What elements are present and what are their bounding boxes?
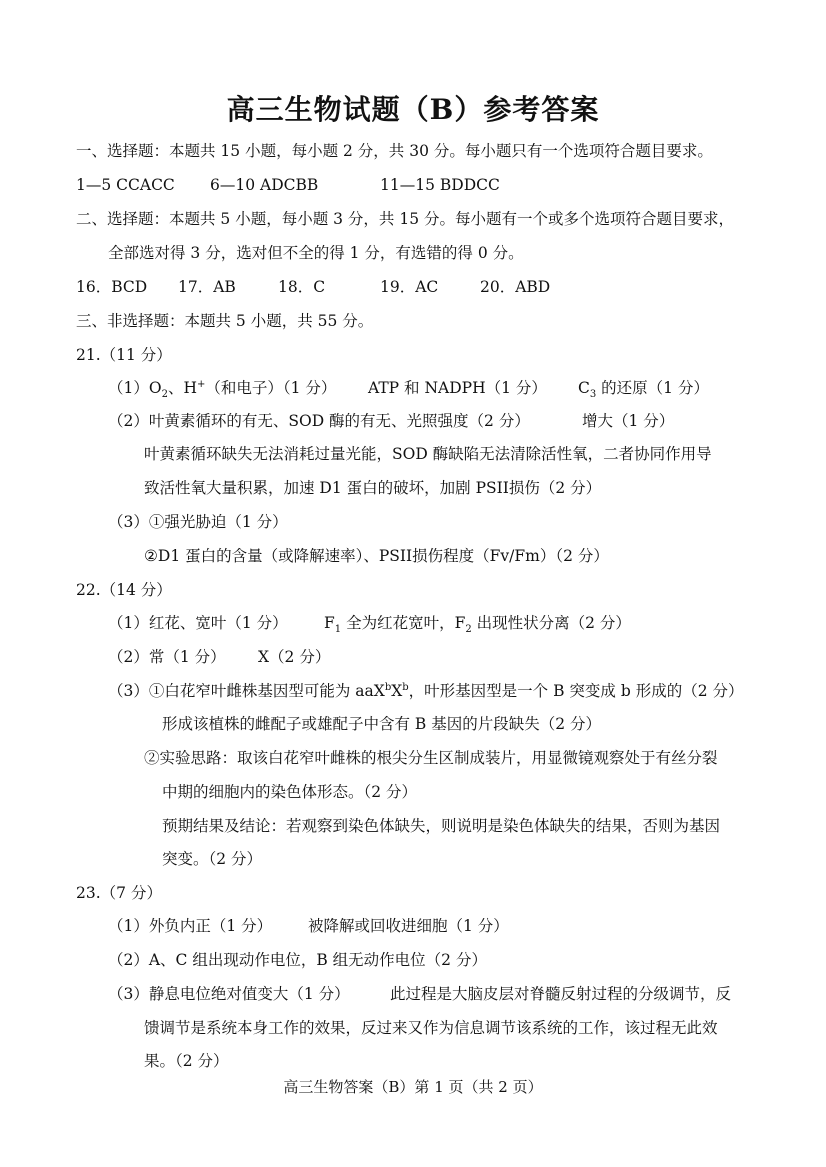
- q21-answer-1c: $C_3$ 的还原（1 分）: [578, 379, 709, 401]
- q22-answer-1a: （1）红花、宽叶（1 分）: [108, 614, 288, 632]
- page-title: 高三生物试题（B）参考答案: [226, 93, 600, 126]
- q21-answer-3-line2: ②D1 蛋白的含量（或降解速率）、PSII损伤程度（Fv/Fm）（2 分）: [144, 547, 609, 565]
- section2-heading-line2: 全部选对得 3 分，选对但不全的得 1 分，有选错的得 0 分。: [108, 244, 524, 262]
- q23-answer-3-line3: 果。（2 分）: [144, 1052, 229, 1070]
- q23-answer-1a: （1）外负内正（1 分）: [108, 917, 273, 935]
- section2-answer-20: 20．ABD: [480, 278, 551, 296]
- q22-answer-2b: X（2 分）: [258, 648, 331, 666]
- q23-answer-1b: 被降解或回收进细胞（1 分）: [308, 917, 509, 935]
- section2-answer-18: 18．C: [278, 278, 326, 296]
- q23-answer-3a: （3）静息电位绝对值变大（1 分）: [108, 985, 350, 1003]
- q21-answer-2b: 增大（1 分）: [582, 412, 675, 430]
- q22-answer-3-line6: 突变。（2 分）: [162, 850, 263, 868]
- q21-answer-2-line3: 致活性氧大量积累，加速 D1 蛋白的破坏，加剧 PSII损伤（2 分）: [144, 479, 602, 497]
- section2-answer-17: 17．AB: [178, 278, 236, 296]
- q21-label: 21.（11 分）: [76, 346, 172, 364]
- section2-answer-16: 16．BCD: [76, 278, 148, 296]
- q22-answer-3-line3: ②实验思路：取该白花窄叶雌株的根尖分生区制成装片，用显微镜观察处于有丝分裂: [144, 749, 718, 767]
- q22-answer-3-line2: 形成该植株的雌配子或雄配子中含有 B 基因的片段缺失（2 分）: [162, 715, 602, 733]
- q22-answer-3-line1: （3）①白花窄叶雌株基因型可能为 $aaX^bX^b$，叶形基因型是一个 B 突变成 b 形成的（2 分）: [108, 681, 744, 700]
- page-footer: 高三生物答案（B）第 1 页（共 2 页）: [283, 1078, 543, 1096]
- q22-answer-2a: （2）常（1 分）: [108, 648, 226, 666]
- section1-heading: 一、选择题：本题共 15 小题，每小题 2 分，共 30 分。每小题只有一个选项符合题目要求。: [76, 142, 713, 160]
- q21-answer-3-line1: （3）①强光胁迫（1 分）: [108, 513, 288, 531]
- q21-answer-1b: ATP 和 NADPH（1 分）: [368, 379, 547, 397]
- section1-answers-11-15: 11—15 BDDCC: [380, 176, 500, 194]
- q23-answer-3b: 此过程是大脑皮层对脊髓反射过程的分级调节，反: [390, 985, 732, 1003]
- q21-answer-2a: （2）叶黄素循环的有无、SOD 酶的有无、光照强度（2 分）: [108, 412, 530, 430]
- q22-answer-3-line4: 中期的细胞内的染色体形态。（2 分）: [162, 783, 418, 801]
- q21-answer-1a: $(1)O_2$、H+（和电子）（1 分）: [108, 378, 337, 401]
- section1-answers-6-10: 6—10 ADCBB: [210, 176, 319, 194]
- q22-answer-3-line5: 预期结果及结论：若观察到染色体缺失，则说明是染色体缺失的结果，否则为基因: [162, 817, 721, 835]
- section2-answer-19: 19．AC: [380, 278, 439, 296]
- q22-label: 22.（14 分）: [76, 581, 172, 599]
- section1-answers-1-5: 1—5 CCACC: [76, 176, 175, 194]
- section3-heading: 三、非选择题：本题共 5 小题，共 55 分。: [76, 312, 374, 330]
- q23-answer-2: （2）A、C 组出现动作电位，B 组无动作电位（2 分）: [108, 951, 487, 969]
- q22-answer-1b: $F_1$ 全为红花宽叶，$F_2$ 出现性状分离（2 分）: [324, 614, 631, 636]
- section2-heading-line1: 二、选择题：本题共 5 小题，每小题 3 分，共 15 分。每小题有一个或多个选项符合题目要求，: [76, 210, 735, 228]
- q21-answer-2-line2: 叶黄素循环缺失无法消耗过量光能，SOD 酶缺陷无法清除活性氧，二者协同作用导: [144, 445, 712, 463]
- q23-label: 23.（7 分）: [76, 884, 162, 902]
- q23-answer-3-line2: 馈调节是系统本身工作的效果，反过来又作为信息调节该系统的工作，该过程无此效: [144, 1019, 718, 1037]
